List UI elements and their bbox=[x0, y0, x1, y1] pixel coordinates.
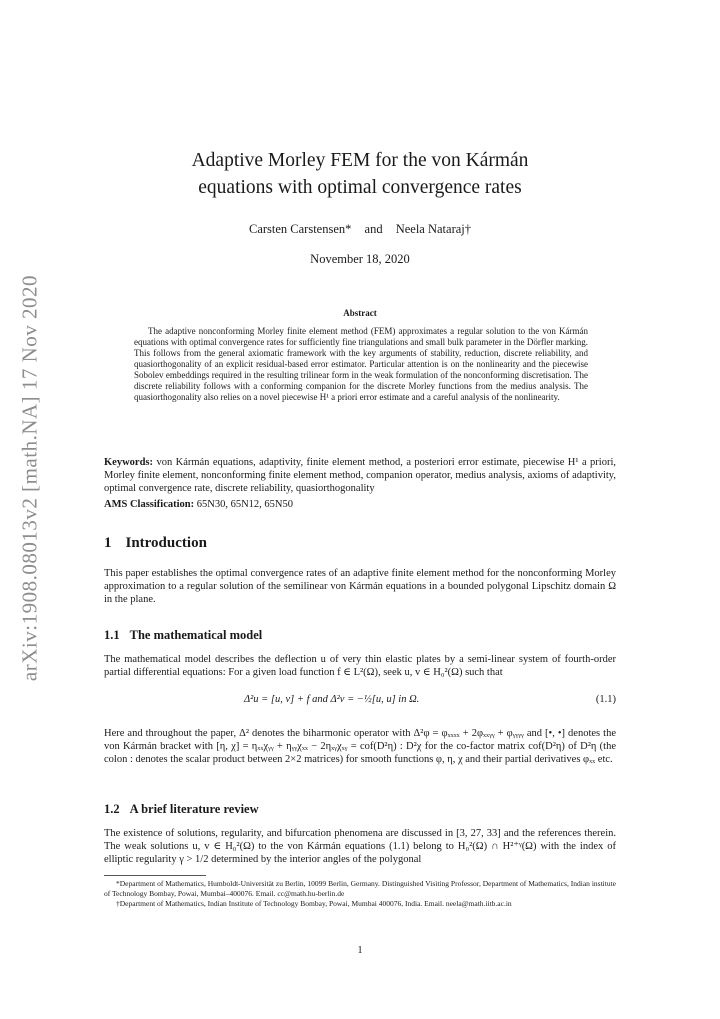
author-separator: and bbox=[364, 222, 383, 236]
model-paragraph: The mathematical model describes the deflection u of very thin elastic plates by a semi-linear system of fourth-order partial differential equations: For a given load function f ∈ L²(Ω), seek u, v ∈ H₀²(Ω) such that bbox=[104, 654, 616, 678]
subsection-title: A brief literature review bbox=[129, 802, 259, 816]
operator-definition-paragraph: Here and throughout the paper, Δ² denotes the biharmonic operator with Δ²φ = φₓₓₓₓ + 2φₓₓᵧᵧ + φᵧᵧᵧᵧ and [•, •] denotes the von Kármán bracket with [η, χ] = ηₓₓχᵧᵧ + ηᵧᵧχₓₓ − 2ηₓᵧχₓᵧ = cof(D²η) : D²χ for the co-factor matrix cof(D²η) of D²η (the colon : denotes the scalar product between 2×2 matrices) for smooth functions φ, η, χ and their partial derivatives φₓₓ etc. bbox=[104, 728, 616, 765]
keywords-label: Keywords: bbox=[104, 457, 153, 468]
abstract-heading: Abstract bbox=[343, 308, 377, 318]
paper-title bbox=[104, 147, 616, 201]
paper-date: November 18, 2020 bbox=[310, 252, 410, 266]
author-carstensen: Carsten Carstensen* bbox=[248, 222, 352, 236]
author-nataraj: Neela Nataraj† bbox=[395, 222, 472, 236]
ams-classification bbox=[104, 498, 616, 511]
ams-label: AMS Classification: bbox=[104, 499, 195, 510]
page-number: 1 bbox=[357, 945, 363, 956]
section-title: Introduction bbox=[125, 535, 207, 551]
literature-paragraph: The existence of solutions, regularity, and bifurcation phenomena are discussed in [3, 27, 33] and the references therein. The weak solutions u, v ∈ H₀²(Ω) to the von Kármán equations (1.1) belong to H₀²(Ω) ∩ H²⁺ᵞ(Ω) with the index of elliptic regularity γ > 1/2 determined by the interior angles of the polygonal bbox=[104, 828, 616, 865]
ams-codes: 65N30, 65N12, 65N50 bbox=[196, 499, 293, 510]
footnotes bbox=[104, 879, 616, 909]
equation-body: Δ²u = [u, v] + f and Δ²v = −½[u, u] in Ω. bbox=[244, 694, 420, 705]
equation-number: (1.1) bbox=[595, 694, 616, 705]
subsection-heading-model bbox=[104, 628, 262, 643]
introduction-paragraph: This paper establishes the optimal convergence rates of an adaptive finite element method for the nonconforming Morley approximation to a regular solution of the semilinear von Kármán equations in a bounded polygonal Lipschitz domain Ω in the plane. bbox=[104, 568, 616, 605]
subsection-number: 1.2 bbox=[104, 802, 120, 816]
footnote-rule bbox=[104, 875, 206, 876]
keywords-text: von Kármán equations, adaptivity, finite element method, a posteriori error estimate, piecewise H¹ a priori, Morley finite element, nonconforming finite element method, companion operator, medius analysis, axioms of adaptivity, optimal convergence rate, discrete reliability, quasiorthogonality bbox=[104, 457, 617, 494]
section-number: 1 bbox=[104, 535, 112, 551]
arxiv-identifier[interactable]: arXiv:1908.08013v2 [math.NA] 17 Nov 2020 bbox=[17, 274, 42, 682]
subsection-number: 1.1 bbox=[104, 628, 120, 642]
footnote-carstensen: *Department of Mathematics, Humboldt-Universität zu Berlin, 10099 Berlin, Germany. Distinguished Visiting Professor, Department of Mathematics, Indian institute of Technology Bombay, Powai, Mumbai–400076. Email. cc@math.hu-berlin.de bbox=[104, 879, 616, 898]
abstract-text: The adaptive nonconforming Morley finite element method (FEM) approximates a regular solution to the von Kármán equations with optimal convergence rates for sufficiently fine triangulations and small bulk parameter in the Dörfler marking. This follows from the general axiomatic framework with the key arguments of stability, reduction, discrete reliability, and quasiorthogonality of an explicit residual-based error estimator. Particular attention is on the nonlinearity and the piecewise Sobolev embeddings required in the resulting trilinear form in the weak formulation of the nonconforming discretisation. The discrete reliability follows with a conforming companion for the discrete Morley functions from the medius analysis. The quasiorthogonality also relies on a novel piecewise H¹ a priori error estimate and a careful analysis of the nonlinearity. bbox=[134, 326, 588, 402]
title-line-1: Adaptive Morley FEM for the von Kármán bbox=[191, 150, 529, 171]
authors bbox=[104, 222, 616, 237]
footnote-nataraj: †Department of Mathematics, Indian Institute of Technology Bombay, Powai, Mumbai 400076, India. Email. neela@math.iitb.ac.in bbox=[116, 899, 512, 908]
keywords bbox=[104, 456, 616, 495]
equation-1-1 bbox=[104, 692, 616, 716]
subsection-heading-literature bbox=[104, 802, 259, 817]
arxiv-stamp bbox=[16, 268, 44, 688]
subsection-title: The mathematical model bbox=[129, 628, 263, 642]
title-line-2: equations with optimal convergence rates bbox=[198, 177, 522, 198]
section-heading-introduction bbox=[104, 535, 207, 552]
